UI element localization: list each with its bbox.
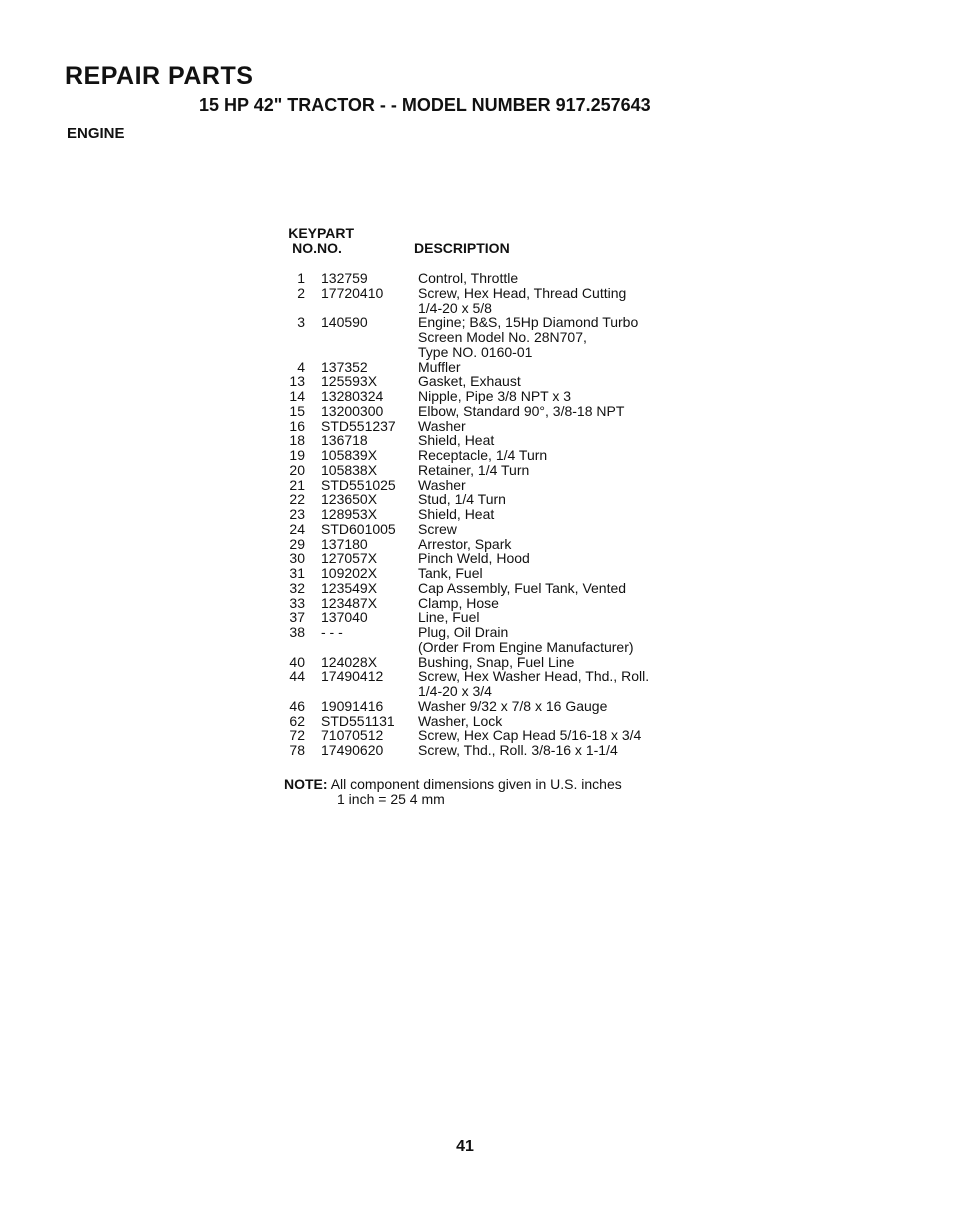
description-line: 1/4-20 x 5/8 [418,299,492,316]
description-line: Clamp, Hose [418,594,499,611]
key-no: 3 [297,314,305,331]
table-body [280,271,688,758]
key-no: 22 [289,491,305,508]
description [418,448,688,463]
key-no: 30 [289,550,305,567]
description-line: Type NO. 0160-01 [418,343,533,360]
part-no: 127057X [321,550,378,567]
description [418,714,688,729]
description-line: Cap Assembly, Fuel Tank, Vented [418,579,627,596]
description-line: Muffler [418,358,461,375]
description [418,433,688,448]
part-no: - - - [321,624,343,640]
key-no: 29 [289,535,305,552]
description-line: Elbow, Standard 90°, 3/8-18 NPT [418,402,625,419]
key-no: 78 [289,742,305,758]
part-no: STD551025 [321,476,396,493]
key-no: 19 [289,447,305,463]
table-row [280,374,688,389]
description-line: Nipple, Pipe 3/8 NPT x 3 [418,388,572,404]
part-no: 123487X [321,594,378,611]
description [418,315,688,359]
description-line: Shield, Heat [418,506,495,522]
description [418,551,688,566]
table-row [280,625,688,655]
description [418,404,688,419]
key-no: 13 [289,373,305,390]
key-no: 16 [289,417,305,434]
table-row [280,551,688,566]
table-row [280,404,688,419]
description-line: Receptacle, 1/4 Turn [418,447,548,463]
part-no: 109202X [321,565,378,581]
page-title: REPAIR PARTS [65,62,254,90]
description [418,463,688,478]
description-line: Screw, Hex Washer Head, Thd., Roll. [418,668,650,685]
section-title: ENGINE [67,125,125,142]
key-no: 2 [297,284,305,301]
description-line: (Order From Engine Manufacturer) [418,638,634,655]
part-no: STD601005 [321,520,396,537]
table-row [280,581,688,596]
table-row [280,714,688,729]
description-line: Screw, Hex Head, Thread Cutting [418,284,627,301]
part-no: 19091416 [321,697,384,714]
description [418,478,688,493]
part-no: 124028X [321,653,378,670]
description-line: Line, Fuel [418,609,480,626]
description [418,625,688,655]
description-line: Engine; B&S, 15Hp Diamond Turbo [418,314,639,331]
description [418,507,688,522]
table-row [280,463,688,478]
description-line: Control, Throttle [418,270,519,286]
model-title: 15 HP 42" TRACTOR - - MODEL NUMBER 917.257643 [199,95,651,115]
description-header: DESCRIPTION [414,240,510,256]
note-label: NOTE: [284,776,328,792]
part-no: 137040 [321,609,368,626]
description [418,286,688,316]
key-no: 72 [289,727,305,744]
key-no: 21 [289,476,305,493]
key-no: 20 [289,461,305,478]
table-row [280,315,688,359]
part-no: 132759 [321,270,368,286]
part-no: 13280324 [321,388,384,404]
key-no: 18 [289,432,305,449]
table-row [280,448,688,463]
key-no: 40 [289,653,305,670]
part-no: 123650X [321,491,378,508]
description [418,271,688,286]
description [418,389,688,404]
table-row [280,433,688,448]
table-row [280,610,688,625]
description [418,596,688,611]
key-no-header: KEY NO. [288,225,317,256]
key-no: 15 [289,402,305,419]
key-no: 32 [289,579,305,596]
description-line: Screw [418,520,457,537]
description-line: 1/4-20 x 3/4 [418,683,492,699]
note-conversion: 1 inch = 25 4 mm [337,791,445,807]
part-no: 137180 [321,535,368,552]
table-row [280,596,688,611]
description [418,743,688,758]
note-text: All component dimensions given in U.S. inches [330,776,622,792]
part-no: 136718 [321,432,368,449]
description [418,537,688,552]
table-row [280,699,688,714]
description-line: Shield, Heat [418,432,495,449]
table-row [280,286,688,316]
key-no: 37 [289,609,305,626]
part-no: STD551237 [321,417,396,434]
description [418,699,688,714]
description [418,610,688,625]
part-no: 13200300 [321,402,384,419]
part-no: 137352 [321,358,368,375]
table-row [280,271,688,286]
parts-table [280,226,688,758]
table-row [280,492,688,507]
key-no: 24 [289,520,305,537]
table-row [280,728,688,743]
description-line: Bushing, Snap, Fuel Line [418,653,575,670]
description-line: Retainer, 1/4 Turn [418,461,530,478]
table-row [280,743,688,758]
table-header [280,226,688,256]
description-line: Stud, 1/4 Turn [418,491,506,508]
description [418,566,688,581]
key-no: 1 [297,270,305,286]
description-line: Screen Model No. 28N707, [418,329,587,345]
key-no: 14 [289,388,305,404]
part-no: 140590 [321,314,368,331]
part-no: 17490412 [321,668,384,685]
description-line: Washer 9/32 x 7/8 x 16 Gauge [418,697,608,714]
key-no: 23 [289,506,305,522]
part-no: 17720410 [321,284,384,301]
description [418,419,688,434]
description [418,581,688,596]
key-no: 31 [289,565,305,581]
description-line: Gasket, Exhaust [418,373,521,390]
description-line: Pinch Weld, Hood [418,550,530,567]
part-no: 17490620 [321,742,384,758]
table-row [280,566,688,581]
note [284,777,622,807]
table-row [280,522,688,537]
table-row [280,478,688,493]
description [418,522,688,537]
key-no: 33 [289,594,305,611]
part-no: 125593X [321,373,378,390]
part-no: 128953X [321,506,378,522]
description-line: Plug, Oil Drain [418,624,509,640]
part-no: 105839X [321,447,378,463]
description [418,728,688,743]
table-row [280,389,688,404]
table-row [280,655,688,670]
key-no: 62 [289,712,305,729]
key-no: 38 [289,624,305,640]
key-no: 4 [297,358,305,375]
table-row [280,507,688,522]
part-no: 71070512 [321,727,384,744]
description [418,360,688,375]
description [418,655,688,670]
description [418,374,688,389]
description-line: Washer [418,417,466,434]
key-no: 44 [289,668,305,685]
description-line: Tank, Fuel [418,565,483,581]
description-line: Washer [418,476,466,493]
page-number: 41 [456,1138,474,1155]
description-line: Screw, Hex Cap Head 5/16-18 x 3/4 [418,727,642,744]
part-no: STD551131 [321,712,395,729]
description-line: Washer, Lock [418,712,503,729]
description [418,669,688,699]
part-no-header: PART NO. [317,225,355,256]
table-row [280,360,688,375]
table-row [280,419,688,434]
part-no: 123549X [321,579,378,596]
table-row [280,669,688,699]
table-row [280,537,688,552]
part-no: 105838X [321,461,378,478]
description-line: Arrestor, Spark [418,535,512,552]
key-no: 46 [289,697,305,714]
description-line: Screw, Thd., Roll. 3/8-16 x 1-1/4 [418,742,618,758]
description [418,492,688,507]
